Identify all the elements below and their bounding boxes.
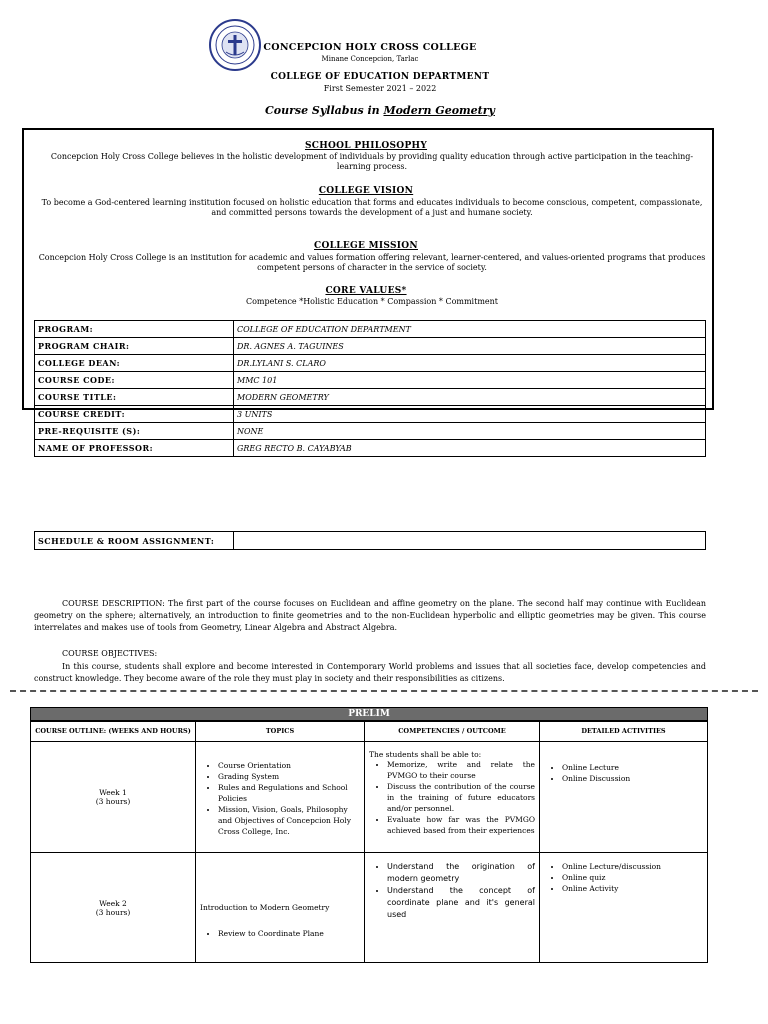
list-item: • Understand the origination of modern geometry — [387, 861, 535, 885]
course-description — [34, 598, 706, 634]
mission-heading: COLLEGE MISSION — [314, 241, 418, 251]
schedule-label: SCHEDULE & ROOM ASSIGNMENT: — [35, 532, 234, 550]
activities-list — [544, 861, 703, 894]
list-item: • Online quiz — [562, 872, 703, 883]
table-row — [35, 532, 706, 550]
description-text: The first part of the course focuses on Euclidean and affine geometry on the plane. The second half may continue with Euclidean geometry on the sphere; alternatively, an introduction to finite geometries and to the non-Euclidean hyperbolic and elliptic geometries may be given. This course interrelates and makes use of tools from Geometry, Linear Algebra and Abstract Algebra. — [34, 599, 706, 632]
table-row — [31, 853, 708, 963]
department-title: COLLEGE OF EDUCATION DEPARTMENT — [270, 72, 490, 82]
info-value: MMC 101 — [234, 372, 706, 389]
col-header-topics: TOPICS — [196, 721, 365, 742]
activities-list — [544, 762, 703, 784]
activities-cell — [540, 853, 708, 963]
info-value: DR.LYLANI S. CLARO — [234, 355, 706, 372]
competencies-cell — [365, 853, 540, 963]
info-value: DR. AGNES A. TAGUINES — [234, 338, 706, 355]
week-cell — [31, 853, 196, 963]
page-divider — [10, 690, 758, 692]
list-item: • Memorize, write and relate the PVMGO to their course — [387, 759, 535, 781]
topics-cell — [196, 742, 365, 853]
semester: First Semester 2021 – 2022 — [323, 84, 437, 93]
list-item: • Online Lecture/discussion — [562, 861, 703, 872]
core-values-text: Competence *Holistic Education * Compassion * Commitment — [245, 297, 499, 306]
schedule-value — [234, 532, 706, 550]
table-row — [35, 389, 706, 406]
syllabus-title — [160, 104, 600, 117]
info-value: GREG RECTO B. CAYABYAB — [234, 440, 706, 457]
info-label: PROGRAM: — [35, 321, 234, 338]
info-label: COURSE CODE: — [35, 372, 234, 389]
col-header-outline: COURSE OUTLINE: (WEEKS AND HOURS) — [31, 721, 196, 742]
competency-intro: The students shall be able to: — [369, 750, 482, 759]
course-info-table — [34, 320, 706, 457]
competencies-list — [369, 759, 535, 836]
list-item: • Mission, Vision, Goals, Philosophy and Objectives of Concepcion Holy Cross College, Inc. — [218, 804, 360, 837]
table-row — [35, 355, 706, 372]
info-label: COURSE TITLE: — [35, 389, 234, 406]
table-row — [35, 406, 706, 423]
info-label: PRE-REQUISITE (S): — [35, 423, 234, 440]
list-item: • Online Lecture — [562, 762, 703, 773]
description-label: COURSE DESCRIPTION: — [62, 599, 165, 608]
core-values-heading: CORE VALUES* — [325, 286, 407, 296]
vision-heading: COLLEGE VISION — [318, 186, 414, 196]
week-hours: (3 hours) — [95, 907, 131, 917]
week-cell — [31, 742, 196, 853]
objectives-text: In this course, students shall explore and become interested in Contemporary World problems and issues that all societies face, develop competencies and construct knowledge. They become aware of the role they must play in society and their responsibilities as citizens. — [34, 662, 706, 683]
list-item: • Rules and Regulations and School Policies — [218, 782, 360, 804]
topics-list — [200, 928, 360, 939]
list-item: • Discuss the contribution of the course in the training of future educators and/or personnel. — [387, 781, 535, 814]
table-header-row — [31, 721, 708, 742]
table-row — [35, 440, 706, 457]
week-label: Week 1 — [99, 788, 127, 797]
list-item: • Review to Coordinate Plane — [218, 928, 360, 939]
info-label: PROGRAM CHAIR: — [35, 338, 234, 355]
list-item: • Online Discussion — [562, 773, 703, 784]
info-value: MODERN GEOMETRY — [234, 389, 706, 406]
objectives-label: COURSE OBJECTIVES: — [62, 649, 158, 658]
vision-text: To become a God-centered learning institution focused on holistic education that forms and educates individuals to become conscious, competent, compassionate, and committed persons towards the development of a just and humane society. — [41, 198, 703, 217]
prelim-table — [30, 720, 708, 963]
info-value: COLLEGE OF EDUCATION DEPARTMENT — [234, 321, 706, 338]
table-row — [31, 742, 708, 853]
week-label: Week 2 — [99, 898, 127, 908]
activities-cell — [540, 742, 708, 853]
info-value: NONE — [234, 423, 706, 440]
list-item: • Grading System — [218, 771, 360, 782]
info-label: COURSE CREDIT: — [35, 406, 234, 423]
table-row — [35, 321, 706, 338]
table-row — [35, 423, 706, 440]
list-item: • Course Orientation — [218, 760, 360, 771]
philosophy-heading: SCHOOL PHILOSOPHY — [304, 141, 428, 151]
list-item: • Online Activity — [562, 883, 703, 894]
info-label: NAME OF PROFESSOR: — [35, 440, 234, 457]
schedule-table — [34, 531, 706, 550]
col-header-competencies: COMPETENCIES / OUTCOME — [365, 721, 540, 742]
college-name: CONCEPCION HOLY CROSS COLLEGE — [263, 42, 477, 53]
college-address: Minane Concepcion, Tarlac — [321, 55, 419, 63]
table-row — [35, 338, 706, 355]
topic-title: Introduction to Modern Geometry — [200, 903, 330, 912]
prelim-header: PRELIM — [30, 707, 708, 722]
list-item: • Evaluate how far was the PVMGO achieved based from their experiences — [387, 814, 535, 836]
competencies-list — [369, 861, 535, 921]
philosophy-text: Concepcion Holy Cross College believes in the holistic development of individuals by providing quality education through active participation in the teaching-learning process. — [50, 152, 694, 171]
topics-cell — [196, 853, 365, 963]
col-header-activities: DETAILED ACTIVITIES — [540, 721, 708, 742]
competencies-cell — [365, 742, 540, 853]
table-row — [35, 372, 706, 389]
info-value: 3 UNITS — [234, 406, 706, 423]
topics-list — [200, 760, 360, 837]
week-hours: (3 hours) — [95, 797, 131, 806]
mission-text: Concepcion Holy Cross College is an institution for academic and values formation offering relevant, learner-centered, and values-oriented programs that produces competent persons of character in the service of society. — [38, 253, 706, 272]
syllabus-subject: Modern Geometry — [383, 104, 495, 117]
syllabus-prefix: Course Syllabus in — [265, 104, 384, 117]
list-item: • Understand the concept of coordinate plane and it's general used — [387, 885, 535, 921]
info-label: COLLEGE DEAN: — [35, 355, 234, 372]
